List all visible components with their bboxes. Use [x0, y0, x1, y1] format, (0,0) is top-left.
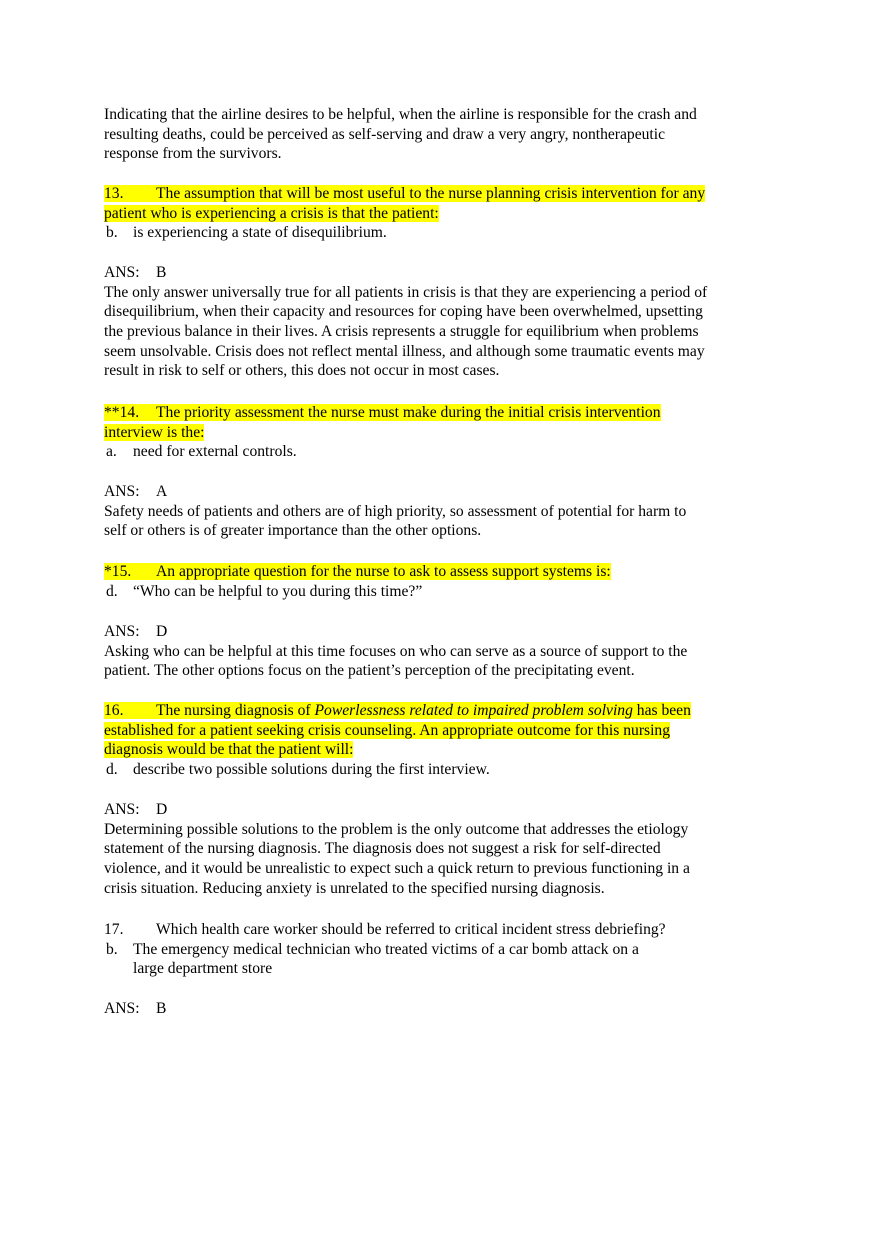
stem-text: The assumption that will be most useful to the nurse planning crisis intervention for any [156, 185, 706, 202]
ans-label: ANS: [104, 483, 140, 500]
answer-key [104, 482, 784, 502]
answer-option [104, 940, 784, 960]
option-letter: d. [106, 761, 118, 779]
intro-line: Indicating that the airline desires to be helpful, when the airline is responsible for the crash and [104, 106, 697, 123]
option-text: describe two possible solutions during the first interview. [133, 761, 490, 779]
intro-paragraph [104, 105, 784, 164]
rationale-line: self or others is of greater importance than the other options. [104, 522, 482, 540]
answer-option [104, 760, 784, 780]
question-stem [104, 920, 784, 940]
answer-key [104, 622, 784, 642]
rationale-line: crisis situation. Reducing anxiety is unrelated to the specified nursing diagnosis. [104, 879, 605, 897]
question-15 [104, 562, 784, 601]
question-number: **14. [104, 404, 140, 421]
ans-value: B [156, 264, 167, 281]
question-number: 13. [104, 185, 124, 202]
rationale-line: statement of the nursing diagnosis. The diagnosis does not suggest a risk for self-directed [104, 840, 661, 858]
answer-16 [104, 800, 784, 898]
question-stem [104, 562, 784, 582]
answer-17 [104, 999, 784, 1019]
ans-value: A [156, 483, 168, 500]
question-stem [104, 701, 784, 721]
rationale-line: patient. The other options focus on the patient’s perception of the precipitating event. [104, 662, 635, 680]
option-text: The emergency medical technician who treated victims of a car bomb attack on a [133, 940, 639, 958]
option-text-continuation: large department store [133, 960, 273, 978]
answer-key [104, 263, 784, 283]
stem-italic-text: Powerlessness related to impaired problem solving [314, 702, 633, 719]
answer-option [104, 223, 784, 243]
stem-text: interview is the: [104, 423, 205, 441]
stem-text: patient who is experiencing a crisis is that the patient: [104, 204, 439, 222]
ans-label: ANS: [104, 1000, 140, 1017]
question-number: 17. [104, 921, 124, 938]
answer-key [104, 999, 784, 1019]
highlighted-stem [104, 563, 611, 580]
highlighted-stem [104, 404, 661, 421]
question-14 [104, 403, 784, 462]
rationale-line: The only answer universally true for all patients in crisis is that they are experiencing a period of [104, 283, 708, 301]
answer-14 [104, 482, 784, 541]
rationale-line: Determining possible solutions to the problem is the only outcome that addresses the etiology [104, 820, 689, 838]
option-text: is experiencing a state of disequilibrium. [133, 224, 387, 242]
stem-text: diagnosis would be that the patient will: [104, 741, 354, 759]
ans-label: ANS: [104, 264, 140, 281]
ans-label: ANS: [104, 623, 140, 640]
rationale-line: Asking who can be helpful at this time focuses on who can serve as a source of support to the [104, 642, 688, 660]
stem-text: established for a patient seeking crisis counseling. An appropriate outcome for this nursing [104, 721, 671, 739]
question-13 [104, 184, 784, 243]
question-16 [104, 701, 784, 780]
stem-text: The priority assessment the nurse must make during the initial crisis intervention [156, 404, 661, 421]
stem-text: Which health care worker should be referred to critical incident stress debriefing? [156, 921, 666, 938]
ans-value: D [156, 801, 168, 818]
question-stem [104, 184, 784, 204]
answer-option [104, 582, 784, 602]
question-number: *15. [104, 563, 132, 580]
intro-line: response from the survivors. [104, 145, 282, 163]
rationale-line: Safety needs of patients and others are of high priority, so assessment of potential for harm to [104, 502, 687, 520]
option-letter: b. [106, 224, 118, 242]
question-17 [104, 920, 784, 979]
answer-key [104, 800, 784, 820]
option-letter: b. [106, 940, 118, 958]
ans-value: B [156, 1000, 167, 1017]
option-letter: a. [106, 443, 117, 461]
highlighted-stem [104, 702, 691, 719]
answer-option [104, 442, 784, 462]
stem-text: has been [632, 702, 691, 719]
option-text: need for external controls. [133, 443, 297, 461]
ans-value: D [156, 623, 168, 640]
rationale-line: violence, and it would be unrealistic to expect such a quick return to previous functioning in a [104, 860, 690, 878]
answer-13 [104, 263, 784, 381]
question-stem [104, 403, 784, 423]
question-number: 16. [104, 702, 124, 719]
rationale-line: seem unsolvable. Crisis does not reflect mental illness, and although some traumatic events may [104, 342, 705, 360]
rationale-line: result in risk to self or others, this does not occur in most cases. [104, 362, 500, 380]
option-text: “Who can be helpful to you during this time?” [133, 582, 423, 600]
stem-text: The nursing diagnosis of [156, 702, 315, 719]
option-letter: d. [106, 582, 118, 600]
stem-text: An appropriate question for the nurse to ask to assess support systems is: [156, 563, 611, 580]
answer-15 [104, 622, 784, 681]
intro-line: resulting deaths, could be perceived as self-serving and draw a very angry, nontherapeutic [104, 125, 666, 143]
highlighted-stem [104, 185, 705, 202]
rationale-line: the previous balance in their lives. A crisis represents a struggle for equilibrium when problems [104, 323, 699, 341]
ans-label: ANS: [104, 801, 140, 818]
rationale-line: disequilibrium, when their capacity and resources for coping have been overwhelmed, upsetting [104, 303, 703, 321]
